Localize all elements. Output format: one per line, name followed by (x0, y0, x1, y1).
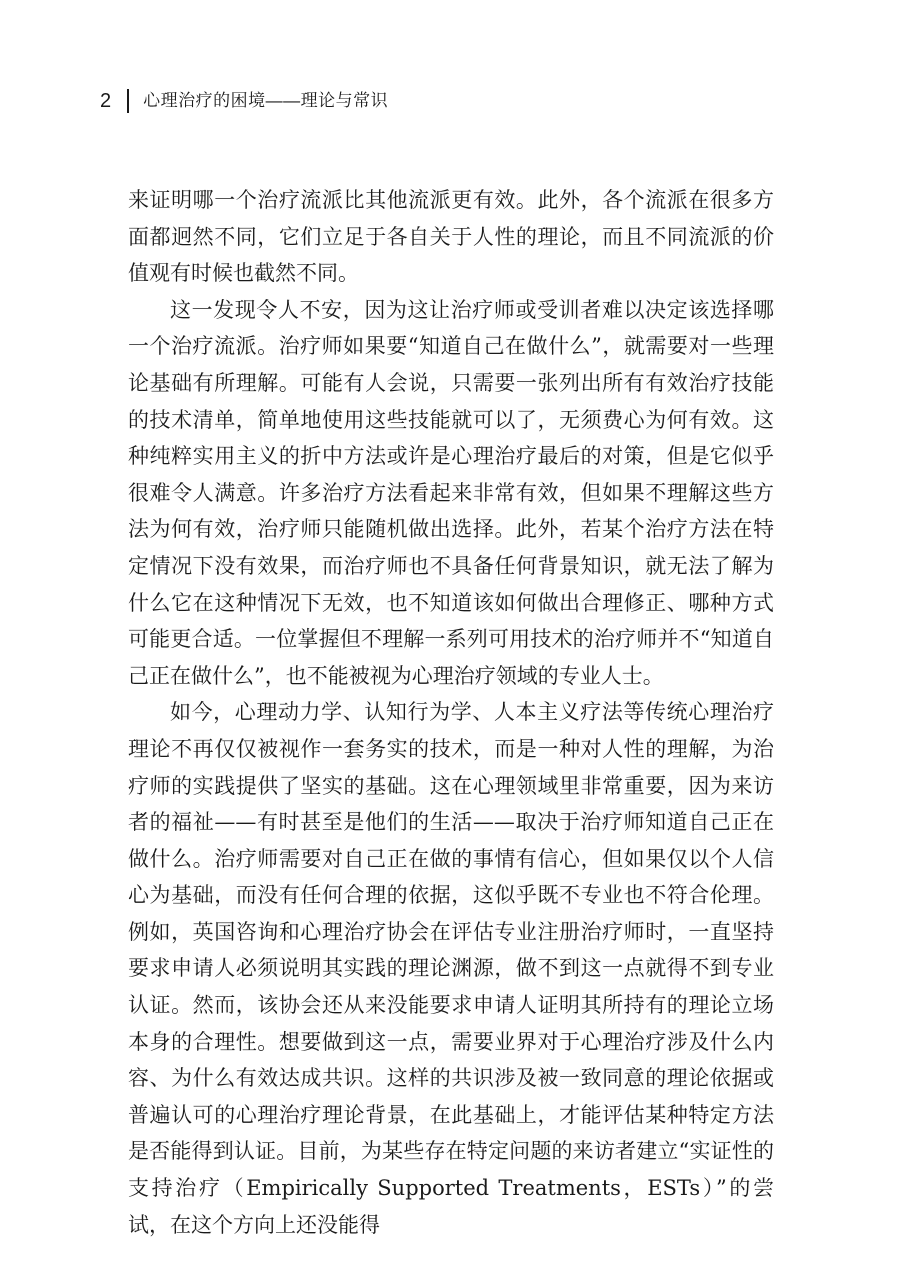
body-text (128, 182, 774, 1243)
header-divider (127, 89, 129, 113)
paragraph-continued: 来证明哪一个治疗流派比其他流派更有效。此外，各个流派在很多方面都迥然不同，它们立足于各自关于人性的理论，而且不同流派的价值观有时候也截然不同。 (128, 188, 774, 286)
paragraph: 如今，心理动力学、认知行为学、人本主义疗法等传统心理治疗理论不再仅仅被视作一套务实的技术，而是一种对人性的理解，为治疗师的实践提供了坚实的基础。这在心理领域里非常重要，因为来访者的福祉——有时甚至是他们的生活——取决于治疗师知道自己正在做什么。治疗师需要对自己正在做的事情有信心，但如果仅以个人信心为基础，而没有任何合理的依据，这似乎既不专业也不符合伦理。例如，英国咨询和心理治疗协会在评估专业注册治疗师时，一直坚持要求申请人必须说明其实践的理论渊源，做不到这一点就得不到专业认证。然而，该协会还从来没能要求申请人证明其所持有的理论立场本身的合理性。想要做到这一点，需要业界对于心理治疗涉及什么内容、为什么有效达成共识。这样的共识涉及被一致同意的理论依据或普遍认可的心理治疗理论背景，在此基础上，才能评估某种特定方法是否能得到认证。目前，为某些存在特定问题的来访者建立“实证性的支持治疗（Empirically Supported Treatments，ESTs）”的尝试，在这个方向上还没能得 (128, 700, 774, 1237)
page-number: 2 (100, 90, 112, 112)
running-title: 心理治疗的困境——理论与常识 (143, 91, 389, 110)
running-header (100, 88, 388, 114)
paragraph: 这一发现令人不安，因为这让治疗师或受训者难以决定该选择哪一个治疗流派。治疗师如果要“知道自己在做什么”，就需要对一些理论基础有所理解。可能有人会说，只需要一张列出所有有效治疗技能的技术清单，简单地使用这些技能就可以了，无须费心为何有效。这种纯粹实用主义的折中方法或许是心理治疗最后的对策，但是它似乎很难令人满意。许多治疗方法看起来非常有效，但如果不理解这些方法为何有效，治疗师只能随机做出选择。此外，若某个治疗方法在特定情况下没有效果，而治疗师也不具备任何背景知识，就无法了解为什么它在这种情况下无效，也不知道该如何做出合理修正、哪种方式可能更合适。一位掌握但不理解一系列可用技术的治疗师并不“知道自己正在做什么”，也不能被视为心理治疗领域的专业人士。 (128, 297, 774, 688)
